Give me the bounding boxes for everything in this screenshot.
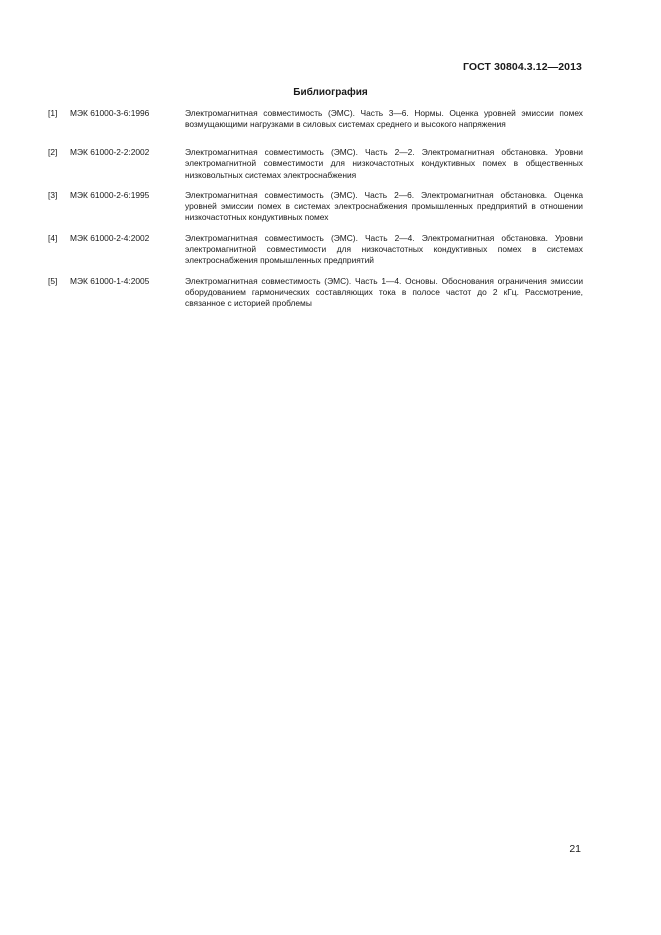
entry-title: Электромагнитная совместимость (ЭМС). Часть 2—4. Электромагнитная обстановка. Уровни электромагнитной совместимости для низкочастотных кондуктивных помех в системах электроснабжения промышленных предприятий — [185, 232, 583, 266]
entry-title: Электромагнитная совместимость (ЭМС). Часть 2—6. Электромагнитная обстановка. Оценка уровней эмиссии помех в системах электроснабжения промышленных предприятий в отношении низкочастотных кондуктивных помех — [185, 189, 583, 223]
page-number: 21 — [569, 843, 581, 855]
document-code: ГОСТ 30804.3.12—2013 — [462, 61, 582, 73]
entry-number: [1] — [48, 108, 58, 118]
section-title: Библиография — [293, 87, 368, 98]
entry-standard: МЭК 61000-2-6:1995 — [70, 189, 150, 200]
bibliography-list — [48, 108, 583, 319]
bibliography-entry — [48, 190, 583, 224]
entry-number: [2] — [48, 147, 58, 157]
entry-number: [3] — [48, 189, 58, 200]
entry-number: [5] — [48, 275, 58, 286]
entry-standard: МЭК 61000-2-4:2002 — [70, 232, 150, 243]
entry-title: Электромагнитная совместимость (ЭМС). Часть 3—6. Нормы. Оценка уровней эмиссии помех возмущающими нагрузками в силовых системах среднего и высокого напряжения — [185, 108, 583, 130]
entry-standard: МЭК 61000-2-2:2002 — [70, 147, 150, 157]
bibliography-entry — [48, 276, 583, 310]
entry-title: Электромагнитная совместимость (ЭМС). Часть 1—4. Основы. Обоснования ограничения эмиссии оборудованием гармонических составляющих тока в полосе частот до 2 кГц. Рассмотрение, связанное с историей проблемы — [185, 275, 583, 309]
bibliography-entry — [48, 147, 583, 181]
entry-standard: МЭК 61000-1-4:2005 — [70, 275, 150, 286]
entry-number: [4] — [48, 232, 58, 243]
bibliography-entry — [48, 233, 583, 267]
entry-standard: МЭК 61000-3-6:1996 — [70, 108, 150, 118]
entry-title: Электромагнитная совместимость (ЭМС). Часть 2—2. Электромагнитная обстановка. Уровни электромагнитной совместимости для низкочастотных кондуктивных помех в общественных низковольтных системах электроснабжения — [185, 147, 583, 180]
bibliography-entry — [48, 108, 583, 138]
